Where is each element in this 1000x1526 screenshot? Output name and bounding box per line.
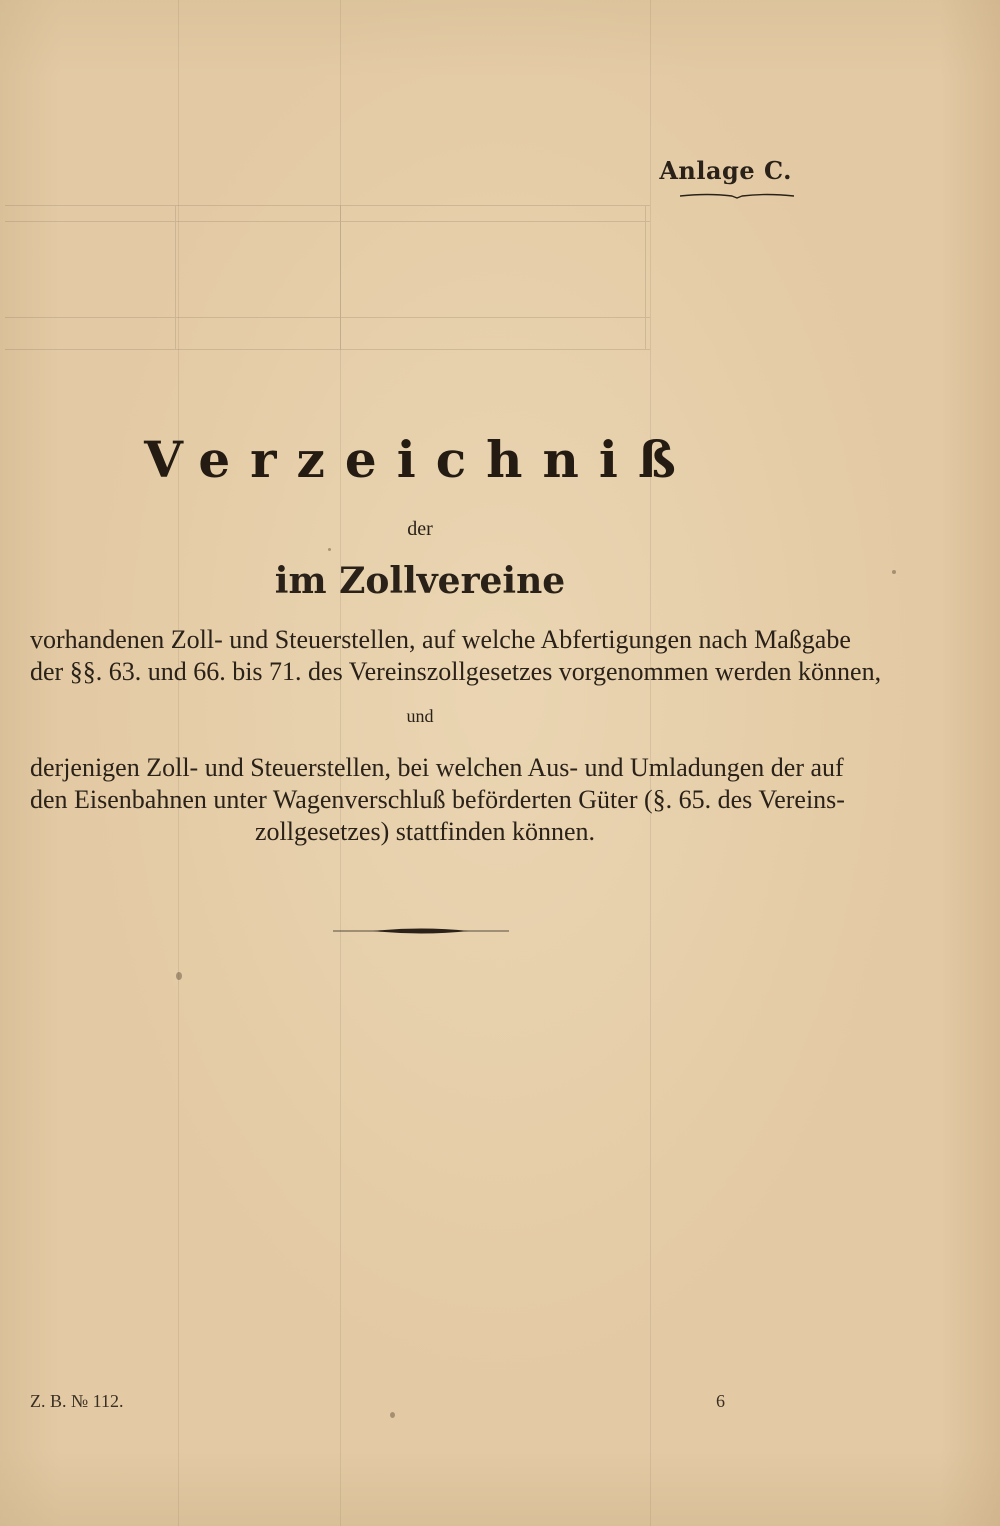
page-number: 6 (716, 1391, 725, 1411)
annex-underline (680, 193, 794, 199)
paragraph-2-line: derjenigen Zoll- und Steuerstellen, bei welchen Aus- und Umladungen der auf (30, 753, 844, 782)
paragraph-2-line: den Eisenbahnen unter Wagenverschluß beförderten Güter (§. 65. des Vereins- (30, 785, 845, 814)
paragraph-1-line: vorhandenen Zoll- und Steuerstellen, auf welche Abfertigungen nach Maßgabe (30, 625, 851, 654)
paragraph-2-line: zollgesetzes) stattfinden können. (254, 817, 596, 846)
paper-spot (176, 972, 182, 980)
annex-label: Anlage C. (659, 156, 792, 185)
conjunction: und (406, 706, 434, 726)
subtitle-main: im Zollvereine (274, 560, 566, 602)
paragraph-1 (30, 624, 882, 688)
subtitle-article: der (407, 518, 433, 540)
bleed-through-table (5, 205, 650, 350)
paragraph-2 (30, 752, 845, 848)
paper-spot (328, 548, 331, 551)
footer-reference: Z. B. № 112. (30, 1391, 124, 1411)
document-title: Verzeichniß (144, 430, 696, 489)
paper-spot (390, 1412, 395, 1418)
paper-spot (892, 570, 896, 574)
ornamental-rule (333, 925, 509, 937)
paragraph-1-line: der §§. 63. und 66. bis 71. des Vereinszollgesetzes vorgenommen werden können, (30, 657, 882, 686)
